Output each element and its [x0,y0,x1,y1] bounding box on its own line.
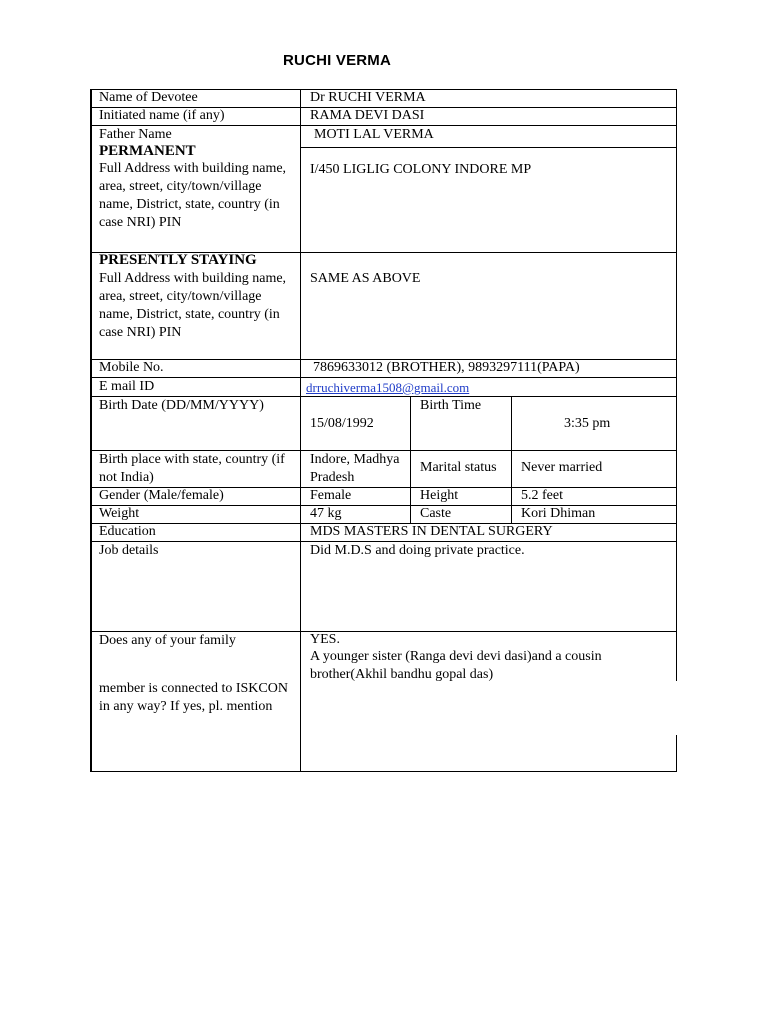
name-of-devotee-label: Name of Devotee [99,90,198,105]
iskcon-question-label-line1: Does any of your family [99,633,236,648]
permanent-address-label: Full Address with building name, area, street, city/town/village name, District, state, country (in case NRI) PIN [99,161,287,230]
weight-value: 47 kg [310,506,342,521]
initiated-name-value: RAMA DEVI DASI [310,108,425,123]
caste-value: Kori Dhiman [521,506,596,521]
permanent-address-heading: PERMANENT [99,143,196,159]
permanent-address-value: I/450 LIGLIG COLONY INDORE MP [310,162,532,177]
iskcon-answer-details: A younger sister (Ranga devi devi dasi)and a cousin brother(Akhil bandhu gopal das) [310,649,602,682]
table-border-bottom [90,771,677,772]
email-label: E mail ID [99,379,155,394]
table-border-right [676,89,677,681]
name-of-devotee-value: Dr RUCHI VERMA [310,90,426,105]
initiated-name-label: Initiated name (if any) [99,108,225,123]
iskcon-question-label-rest: member is connected to ISKCON in any way? If yes, pl. mention [99,681,288,714]
caste-label: Caste [420,506,452,521]
row-divider [300,147,677,148]
education-value: MDS MASTERS IN DENTAL SURGERY [310,524,553,539]
father-name-label: Father Name [99,127,172,142]
mobile-value: 7869633012 (BROTHER), 9893297111(PAPA) [313,360,580,375]
gender-label: Gender (Male/female) [99,488,224,503]
height-label: Height [420,488,459,503]
present-address-heading: PRESENTLY STAYING [99,252,257,268]
marital-status-value: Never married [521,460,603,475]
email-link[interactable]: drruchiverma1508@gmail.com [306,380,470,395]
document-title: RUCHI VERMA [283,52,392,69]
height-value: 5.2 feet [521,488,563,503]
present-address-value: SAME AS ABOVE [310,271,421,286]
birth-place-label: Birth place with state, country (if not India) [99,452,285,485]
gender-value: Female [310,488,352,503]
present-address-label: Full Address with building name, area, street, city/town/village name, District, state, country (in case NRI) PIN [99,271,287,340]
mobile-label: Mobile No. [99,360,164,375]
marital-status-label: Marital status [420,460,497,475]
table-border-right [676,735,677,772]
iskcon-answer-line1: YES. [310,632,340,647]
row-divider [90,377,677,378]
birth-date-value: 15/08/1992 [310,416,374,431]
weight-label: Weight [99,506,140,521]
birth-time-label: Birth Time [420,398,482,413]
column-divider [410,396,411,523]
birth-date-label: Birth Date (DD/MM/YYYY) [99,398,264,413]
father-name-value: MOTI LAL VERMA [314,127,434,142]
birth-place-value: Indore, Madhya Pradesh [310,452,400,485]
job-details-value: Did M.D.S and doing private practice. [310,543,525,558]
birth-time-value: 3:35 pm [564,416,611,431]
table-border-left [90,89,92,772]
devotee-form-table [90,89,677,772]
job-details-label: Job details [99,543,159,558]
column-divider [300,89,301,772]
education-label: Education [99,524,156,539]
column-divider [511,396,512,523]
